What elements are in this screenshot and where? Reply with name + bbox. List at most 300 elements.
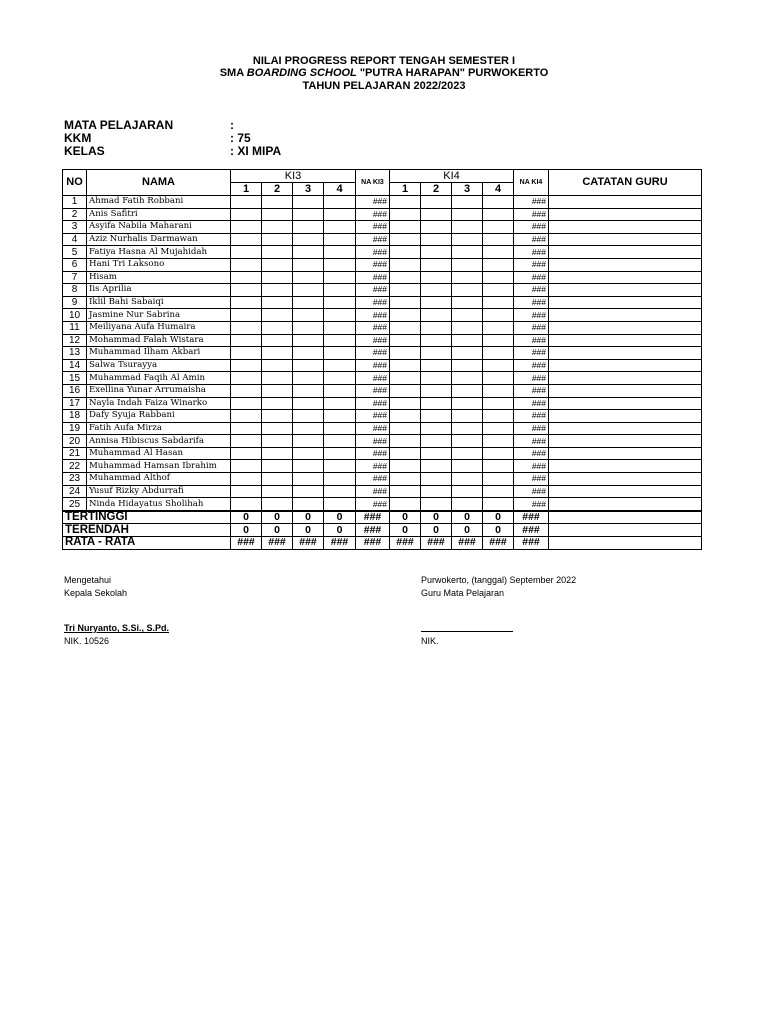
ki4-score-cell[interactable] xyxy=(421,422,452,435)
table-row xyxy=(63,246,702,259)
summary-value: ### xyxy=(421,537,452,550)
ki4-score-cell[interactable] xyxy=(483,271,514,284)
ki3-score-cell[interactable] xyxy=(324,347,356,360)
ki4-score-cell[interactable] xyxy=(452,309,483,322)
row-nama: Exellina Yunar Arrumaisha xyxy=(87,384,231,397)
ki3-score-cell[interactable] xyxy=(324,397,356,410)
na-ki3-cell: ### xyxy=(356,196,390,209)
col-nama-header: NAMA xyxy=(87,170,231,196)
row-no: 17 xyxy=(63,397,87,410)
table-row xyxy=(63,321,702,334)
summary-value: 0 xyxy=(324,524,356,537)
na-ki3-cell: ### xyxy=(356,221,390,234)
ki4-score-cell[interactable] xyxy=(483,498,514,511)
catatan-cell[interactable] xyxy=(549,233,702,246)
ki4-score-cell[interactable] xyxy=(390,498,421,511)
ki3-score-cell[interactable] xyxy=(324,271,356,284)
catatan-cell[interactable] xyxy=(549,334,702,347)
kelas-value: : XI MIPA xyxy=(230,144,282,158)
ki4-score-cell[interactable] xyxy=(390,485,421,498)
na-ki3-header: NA KI3 xyxy=(356,170,390,196)
na-ki3-cell: ### xyxy=(356,410,390,423)
ki4-score-cell[interactable] xyxy=(421,208,452,221)
ki3-score-cell[interactable] xyxy=(262,233,293,246)
ki4-score-cell[interactable] xyxy=(421,233,452,246)
ki3-score-cell[interactable] xyxy=(324,460,356,473)
ki4-score-cell[interactable] xyxy=(483,473,514,486)
ki4-score-cell[interactable] xyxy=(421,410,452,423)
ki3-score-cell[interactable] xyxy=(324,422,356,435)
ki3-score-cell[interactable] xyxy=(293,296,324,309)
ki3-score-cell[interactable] xyxy=(231,384,262,397)
row-nama: Anis Safitri xyxy=(87,208,231,221)
guru-mapel-label: Guru Mata Pelajaran xyxy=(421,588,505,598)
ki3-score-cell[interactable] xyxy=(293,422,324,435)
ki4-score-cell[interactable] xyxy=(390,271,421,284)
row-no: 15 xyxy=(63,372,87,385)
ki3-score-cell[interactable] xyxy=(293,233,324,246)
ki4-score-cell[interactable] xyxy=(483,359,514,372)
ki3-score-cell[interactable] xyxy=(231,498,262,511)
ki4-score-cell[interactable] xyxy=(421,447,452,460)
ki3-sub-4: 4 xyxy=(324,183,356,196)
ki4-score-cell[interactable] xyxy=(390,309,421,322)
ki3-score-cell[interactable] xyxy=(231,196,262,209)
ki3-score-cell[interactable] xyxy=(231,372,262,385)
ki3-score-cell[interactable] xyxy=(293,498,324,511)
summary-value: ### xyxy=(514,537,549,550)
ki3-score-cell[interactable] xyxy=(293,473,324,486)
ki3-score-cell[interactable] xyxy=(293,347,324,360)
ki3-score-cell[interactable] xyxy=(293,485,324,498)
ki4-score-cell[interactable] xyxy=(390,473,421,486)
row-no: 11 xyxy=(63,321,87,334)
ki4-score-cell[interactable] xyxy=(421,271,452,284)
ki3-score-cell[interactable] xyxy=(262,221,293,234)
ki4-score-cell[interactable] xyxy=(483,485,514,498)
row-nama: Muhammad Al Hasan xyxy=(87,447,231,460)
ki4-score-cell[interactable] xyxy=(421,221,452,234)
ki3-score-cell[interactable] xyxy=(324,296,356,309)
ki3-score-cell[interactable] xyxy=(231,460,262,473)
ki4-score-cell[interactable] xyxy=(483,422,514,435)
ki3-score-cell[interactable] xyxy=(231,309,262,322)
ki3-score-cell[interactable] xyxy=(324,321,356,334)
row-nama: Ninda Hidayatus Sholihah xyxy=(87,498,231,511)
na-ki3-cell: ### xyxy=(356,347,390,360)
ki4-score-cell[interactable] xyxy=(452,359,483,372)
na-ki4-cell: ### xyxy=(514,485,549,498)
ki3-score-cell[interactable] xyxy=(293,246,324,259)
ki3-score-cell[interactable] xyxy=(262,473,293,486)
catatan-cell[interactable] xyxy=(549,422,702,435)
ki3-score-cell[interactable] xyxy=(324,208,356,221)
row-no: 23 xyxy=(63,473,87,486)
table-row xyxy=(63,271,702,284)
ki3-score-cell[interactable] xyxy=(293,372,324,385)
row-nama: Iis Aprilia xyxy=(87,284,231,297)
ki4-score-cell[interactable] xyxy=(421,284,452,297)
ki3-score-cell[interactable] xyxy=(293,321,324,334)
ki3-score-cell[interactable] xyxy=(262,284,293,297)
ki3-score-cell[interactable] xyxy=(262,460,293,473)
ki4-score-cell[interactable] xyxy=(483,208,514,221)
ki4-score-cell[interactable] xyxy=(483,447,514,460)
ki3-score-cell[interactable] xyxy=(231,208,262,221)
catatan-cell[interactable] xyxy=(549,473,702,486)
na-ki4-cell: ### xyxy=(514,233,549,246)
summary-value: 0 xyxy=(483,524,514,537)
ki4-score-cell[interactable] xyxy=(452,397,483,410)
ki4-score-cell[interactable] xyxy=(483,284,514,297)
row-nama: Fatih Aufa Mirza xyxy=(87,422,231,435)
ki3-score-cell[interactable] xyxy=(262,384,293,397)
ki4-score-cell[interactable] xyxy=(390,372,421,385)
row-no: 19 xyxy=(63,422,87,435)
ki4-score-cell[interactable] xyxy=(483,384,514,397)
ki4-score-cell[interactable] xyxy=(390,208,421,221)
ki4-sub-3: 3 xyxy=(452,183,483,196)
ki4-score-cell[interactable] xyxy=(390,435,421,448)
na-ki4-header: NA KI4 xyxy=(514,170,549,196)
ki4-score-cell[interactable] xyxy=(452,435,483,448)
row-nama: Meiliyana Aufa Humaira xyxy=(87,321,231,334)
ki3-score-cell[interactable] xyxy=(231,347,262,360)
ki3-score-cell[interactable] xyxy=(324,498,356,511)
ki4-score-cell[interactable] xyxy=(421,296,452,309)
ki3-score-cell[interactable] xyxy=(293,258,324,271)
row-no: 16 xyxy=(63,384,87,397)
ki3-score-cell[interactable] xyxy=(262,309,293,322)
row-nama: Iklil Bahi Sabaiqi xyxy=(87,296,231,309)
ki4-score-cell[interactable] xyxy=(483,321,514,334)
ki3-score-cell[interactable] xyxy=(324,334,356,347)
ki4-score-cell[interactable] xyxy=(390,334,421,347)
ki3-score-cell[interactable] xyxy=(324,196,356,209)
ki3-score-cell[interactable] xyxy=(262,271,293,284)
ki4-score-cell[interactable] xyxy=(483,246,514,259)
na-ki4-cell: ### xyxy=(514,309,549,322)
summary-value: ### xyxy=(514,524,549,537)
ki3-score-cell[interactable] xyxy=(231,271,262,284)
ki3-score-cell[interactable] xyxy=(324,246,356,259)
catatan-cell[interactable] xyxy=(549,485,702,498)
catatan-cell[interactable] xyxy=(549,271,702,284)
header-row-1 xyxy=(63,170,702,183)
ki4-score-cell[interactable] xyxy=(452,347,483,360)
ki4-score-cell[interactable] xyxy=(421,435,452,448)
ki3-score-cell[interactable] xyxy=(262,321,293,334)
ki3-score-cell[interactable] xyxy=(293,384,324,397)
ki4-score-cell[interactable] xyxy=(452,422,483,435)
ki4-score-cell[interactable] xyxy=(390,410,421,423)
na-ki3-cell: ### xyxy=(356,296,390,309)
ki4-score-cell[interactable] xyxy=(452,485,483,498)
ki3-score-cell[interactable] xyxy=(231,296,262,309)
kkm-label: KKM xyxy=(64,131,92,145)
ki4-score-cell[interactable] xyxy=(421,258,452,271)
ki4-score-cell[interactable] xyxy=(390,397,421,410)
mata-pelajaran-label: MATA PELAJARAN xyxy=(64,118,174,132)
ki4-score-cell[interactable] xyxy=(421,321,452,334)
catatan-cell[interactable] xyxy=(549,498,702,511)
row-nama: Hani Tri Laksono xyxy=(87,258,231,271)
catatan-cell[interactable] xyxy=(549,309,702,322)
ki3-score-cell[interactable] xyxy=(293,309,324,322)
summary-value: ### xyxy=(231,537,262,550)
ki3-score-cell[interactable] xyxy=(293,410,324,423)
catatan-cell[interactable] xyxy=(549,321,702,334)
ki3-score-cell[interactable] xyxy=(324,410,356,423)
ki4-score-cell[interactable] xyxy=(483,435,514,448)
ki4-score-cell[interactable] xyxy=(483,258,514,271)
ki4-score-cell[interactable] xyxy=(452,384,483,397)
ki3-score-cell[interactable] xyxy=(324,359,356,372)
catatan-cell[interactable] xyxy=(549,397,702,410)
na-ki4-cell: ### xyxy=(514,359,549,372)
na-ki3-cell: ### xyxy=(356,359,390,372)
ki4-score-cell[interactable] xyxy=(421,485,452,498)
ki4-score-cell[interactable] xyxy=(452,258,483,271)
table-row xyxy=(63,233,702,246)
na-ki3-cell: ### xyxy=(356,498,390,511)
ki3-score-cell[interactable] xyxy=(293,284,324,297)
na-ki3-cell: ### xyxy=(356,271,390,284)
catatan-cell[interactable] xyxy=(549,246,702,259)
ki3-score-cell[interactable] xyxy=(262,397,293,410)
ki3-score-cell[interactable] xyxy=(293,460,324,473)
ki4-score-cell[interactable] xyxy=(421,460,452,473)
ki3-score-cell[interactable] xyxy=(262,359,293,372)
ki3-score-cell[interactable] xyxy=(262,435,293,448)
ki3-score-cell[interactable] xyxy=(231,447,262,460)
ki3-score-cell[interactable] xyxy=(293,196,324,209)
ki3-score-cell[interactable] xyxy=(324,485,356,498)
ki3-score-cell[interactable] xyxy=(324,435,356,448)
ki4-score-cell[interactable] xyxy=(390,460,421,473)
ki3-score-cell[interactable] xyxy=(324,258,356,271)
ki4-score-cell[interactable] xyxy=(452,498,483,511)
ki4-score-cell[interactable] xyxy=(483,372,514,385)
ki4-score-cell[interactable] xyxy=(483,309,514,322)
ki4-score-cell[interactable] xyxy=(452,321,483,334)
summary-value: 0 xyxy=(421,524,452,537)
ki3-score-cell[interactable] xyxy=(231,233,262,246)
ki3-score-cell[interactable] xyxy=(262,485,293,498)
catatan-cell[interactable] xyxy=(549,372,702,385)
ki3-score-cell[interactable] xyxy=(262,447,293,460)
ki4-score-cell[interactable] xyxy=(421,196,452,209)
ki3-score-cell[interactable] xyxy=(324,384,356,397)
ki3-score-cell[interactable] xyxy=(231,397,262,410)
ki4-score-cell[interactable] xyxy=(483,410,514,423)
ki3-score-cell[interactable] xyxy=(231,422,262,435)
ki4-score-cell[interactable] xyxy=(390,221,421,234)
ki4-score-cell[interactable] xyxy=(452,447,483,460)
summary-value: 0 xyxy=(262,524,293,537)
ki3-score-cell[interactable] xyxy=(324,372,356,385)
catatan-cell[interactable] xyxy=(549,284,702,297)
ki3-score-cell[interactable] xyxy=(231,359,262,372)
ki4-score-cell[interactable] xyxy=(390,447,421,460)
ki4-score-cell[interactable] xyxy=(390,246,421,259)
ki3-score-cell[interactable] xyxy=(231,258,262,271)
ki4-score-cell[interactable] xyxy=(452,372,483,385)
ki4-score-cell[interactable] xyxy=(483,221,514,234)
ki4-score-cell[interactable] xyxy=(421,347,452,360)
ki4-score-cell[interactable] xyxy=(483,347,514,360)
ki4-score-cell[interactable] xyxy=(452,246,483,259)
ki4-score-cell[interactable] xyxy=(452,271,483,284)
ki3-score-cell[interactable] xyxy=(231,410,262,423)
ki3-score-cell[interactable] xyxy=(262,258,293,271)
ki4-score-cell[interactable] xyxy=(421,397,452,410)
catatan-cell[interactable] xyxy=(549,347,702,360)
ki4-score-cell[interactable] xyxy=(483,397,514,410)
ki4-score-cell[interactable] xyxy=(421,309,452,322)
ki4-score-cell[interactable] xyxy=(452,334,483,347)
table-row xyxy=(63,196,702,209)
summary-value: 0 xyxy=(452,511,483,524)
ki4-score-cell[interactable] xyxy=(452,460,483,473)
summary-row xyxy=(63,511,702,524)
ki3-score-cell[interactable] xyxy=(262,410,293,423)
school-suffix: "PUTRA HARAPAN" PURWOKERTO xyxy=(356,67,549,79)
ki3-score-cell[interactable] xyxy=(324,309,356,322)
ki3-score-cell[interactable] xyxy=(231,485,262,498)
ki4-score-cell[interactable] xyxy=(452,221,483,234)
ki4-score-cell[interactable] xyxy=(483,196,514,209)
ki4-score-cell[interactable] xyxy=(483,233,514,246)
na-ki4-cell: ### xyxy=(514,498,549,511)
ki4-score-cell[interactable] xyxy=(390,384,421,397)
catatan-cell[interactable] xyxy=(549,208,702,221)
ki4-score-cell[interactable] xyxy=(390,258,421,271)
ki4-score-cell[interactable] xyxy=(390,347,421,360)
ki3-score-cell[interactable] xyxy=(262,347,293,360)
ki3-score-cell[interactable] xyxy=(262,498,293,511)
row-no: 8 xyxy=(63,284,87,297)
ki4-score-cell[interactable] xyxy=(390,422,421,435)
summary-catatan-cell xyxy=(549,511,702,524)
ki4-score-cell[interactable] xyxy=(421,498,452,511)
ki4-score-cell[interactable] xyxy=(452,410,483,423)
ki3-score-cell[interactable] xyxy=(231,246,262,259)
ki3-score-cell[interactable] xyxy=(262,334,293,347)
row-nama: Aziz Nurhalis Darmawan xyxy=(87,233,231,246)
ki3-score-cell[interactable] xyxy=(231,473,262,486)
ki3-sub-2: 2 xyxy=(262,183,293,196)
ki3-score-cell[interactable] xyxy=(324,233,356,246)
na-ki4-cell: ### xyxy=(514,447,549,460)
ki4-score-cell[interactable] xyxy=(421,359,452,372)
ki3-score-cell[interactable] xyxy=(293,221,324,234)
ki3-score-cell[interactable] xyxy=(324,284,356,297)
catatan-cell[interactable] xyxy=(549,410,702,423)
ki4-score-cell[interactable] xyxy=(390,284,421,297)
catatan-cell[interactable] xyxy=(549,258,702,271)
row-nama: Asyifa Nabila Maharani xyxy=(87,221,231,234)
ki4-score-cell[interactable] xyxy=(390,296,421,309)
ki4-score-cell[interactable] xyxy=(483,296,514,309)
ki3-score-cell[interactable] xyxy=(231,284,262,297)
summary-value: ### xyxy=(356,524,390,537)
ki3-score-cell[interactable] xyxy=(293,447,324,460)
ki4-score-cell[interactable] xyxy=(452,473,483,486)
na-ki4-cell: ### xyxy=(514,258,549,271)
table-row xyxy=(63,485,702,498)
na-ki3-cell: ### xyxy=(356,422,390,435)
ki3-score-cell[interactable] xyxy=(262,296,293,309)
summary-catatan-cell xyxy=(549,524,702,537)
catatan-cell[interactable] xyxy=(549,221,702,234)
ki4-score-cell[interactable] xyxy=(421,372,452,385)
kepala-sekolah-label: Kepala Sekolah xyxy=(64,588,128,598)
ki4-score-cell[interactable] xyxy=(390,321,421,334)
ki4-score-cell[interactable] xyxy=(452,196,483,209)
ki3-score-cell[interactable] xyxy=(262,208,293,221)
ki3-score-cell[interactable] xyxy=(231,321,262,334)
ki3-score-cell[interactable] xyxy=(231,334,262,347)
ki4-score-cell[interactable] xyxy=(421,473,452,486)
ki4-score-cell[interactable] xyxy=(452,284,483,297)
na-ki3-cell: ### xyxy=(356,309,390,322)
ki4-score-cell[interactable] xyxy=(421,334,452,347)
kelas-label: KELAS xyxy=(64,144,105,158)
na-ki4-cell: ### xyxy=(514,296,549,309)
ki4-score-cell[interactable] xyxy=(452,233,483,246)
summary-value: ### xyxy=(324,537,356,550)
ki4-score-cell[interactable] xyxy=(421,384,452,397)
catatan-cell[interactable] xyxy=(549,447,702,460)
ki3-score-cell[interactable] xyxy=(231,221,262,234)
ki4-score-cell[interactable] xyxy=(421,246,452,259)
table-row xyxy=(63,284,702,297)
ki3-score-cell[interactable] xyxy=(262,196,293,209)
catatan-cell[interactable] xyxy=(549,296,702,309)
ki4-score-cell[interactable] xyxy=(452,208,483,221)
ki3-score-cell[interactable] xyxy=(324,221,356,234)
ki3-score-cell[interactable] xyxy=(262,246,293,259)
catatan-cell[interactable] xyxy=(549,359,702,372)
na-ki4-cell: ### xyxy=(514,334,549,347)
ki4-score-cell[interactable] xyxy=(390,233,421,246)
ki3-score-cell[interactable] xyxy=(293,359,324,372)
catatan-cell[interactable] xyxy=(549,435,702,448)
ki3-score-cell[interactable] xyxy=(231,435,262,448)
ki4-score-cell[interactable] xyxy=(452,296,483,309)
ki4-score-cell[interactable] xyxy=(390,196,421,209)
ki3-score-cell[interactable] xyxy=(293,397,324,410)
catatan-cell[interactable] xyxy=(549,196,702,209)
ki4-score-cell[interactable] xyxy=(390,359,421,372)
ki3-score-cell[interactable] xyxy=(262,372,293,385)
ki3-score-cell[interactable] xyxy=(293,334,324,347)
mata-pelajaran-value: : xyxy=(230,118,234,132)
row-nama: Muhammad Ilham Akbari xyxy=(87,347,231,360)
ki4-score-cell[interactable] xyxy=(483,460,514,473)
ki4-score-cell[interactable] xyxy=(483,334,514,347)
na-ki3-cell: ### xyxy=(356,473,390,486)
ki3-score-cell[interactable] xyxy=(324,447,356,460)
catatan-cell[interactable] xyxy=(549,460,702,473)
ki3-score-cell[interactable] xyxy=(293,435,324,448)
catatan-cell[interactable] xyxy=(549,384,702,397)
ki3-score-cell[interactable] xyxy=(293,208,324,221)
ki3-score-cell[interactable] xyxy=(293,271,324,284)
ki3-score-cell[interactable] xyxy=(324,473,356,486)
ki3-score-cell[interactable] xyxy=(262,422,293,435)
